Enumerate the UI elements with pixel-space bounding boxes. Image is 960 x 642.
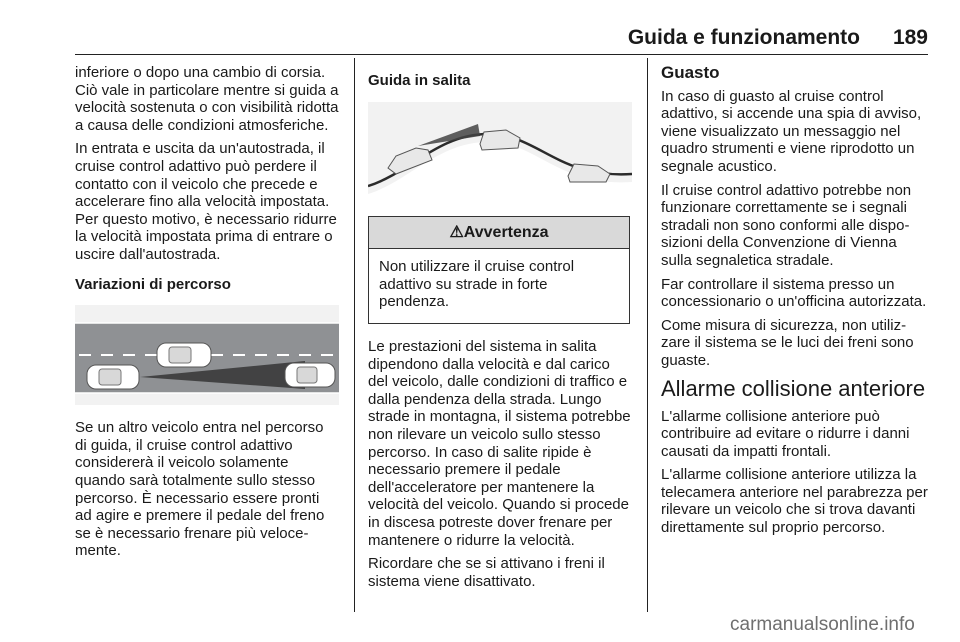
paragraph: L'allarme collisione anteriore può contribuire ad evitare o ridurre i danni causati da impatti frontali. <box>661 407 910 460</box>
warning-header <box>369 217 629 250</box>
heading-fault: Guasto <box>661 63 720 82</box>
warning-triangle-icon: ⚠ <box>449 223 464 241</box>
paragraph: Far controllare il sistema presso un concessionario o un'officina autorizzata. <box>661 275 927 311</box>
car-ahead <box>285 363 335 387</box>
page-header-title: Guida e funzionamento <box>627 26 860 49</box>
paragraph: Il cruise control adattivo potrebbe non funzionare correttamente se i segnali stradali non sono conformi alle disposizioni della Convenzione di Vienna sulla segnaletica stradale. <box>661 181 912 269</box>
paragraph: Se un altro veicolo entra nel percorso di guida, il cruise control adattivo considererà il veicolo solamente quando sarà totalmente sullo stesso percorso. È necessario essere pronti ad agire e premere il pedale del freno se è necessario frenare più velocemente. <box>75 419 325 560</box>
column-divider-2 <box>647 58 648 612</box>
paragraph: L'allarme collisione anteriore utilizza la telecamera anteriore nel parabrezza per rilevare un veicolo che si trova davanti direttamente sul proprio percorso. <box>661 466 928 537</box>
warning-title: Avvertenza <box>463 223 549 241</box>
column-2 <box>368 64 632 596</box>
warning-box <box>368 216 630 324</box>
page-number: 189 <box>892 26 928 49</box>
subheading-uphill: Guida in salita <box>368 72 471 89</box>
column-3 <box>661 64 929 543</box>
paragraph: In entrata e uscita da un'autostrada, il cruise control adattivo può perdere il contatto con il veicolo che precede e accelerare fino alla velocità impostata. Per questo motivo, è necessario ridurre la velocità impostata prima di entrare o uscire dall'autostrada. <box>75 140 337 263</box>
watermark: carmanualsonline.info <box>730 614 915 635</box>
section-heading-forward-collision-alert: Allarme collisione anteriore <box>661 375 926 401</box>
column-1 <box>75 64 339 566</box>
header-rule <box>75 54 928 55</box>
column-divider-1 <box>354 58 355 612</box>
uphill-illustration <box>368 102 632 202</box>
subheading-route-changes: Variazioni di percorso <box>75 275 231 293</box>
paragraph: In caso di guasto al cruise control adattivo, si accende una spia di avviso, viene visualizzato un messaggio nel quadro strumenti e viene riprodotto un segnale acustico. <box>661 87 922 175</box>
paragraph: inferiore o dopo una cambio di corsia. Ciò vale in particolare mentre si guida a velocità sostenuta o con visibilità ridotta a causa delle condizioni atmosferiche. <box>75 64 339 134</box>
paragraph: Ricordare che se si attivano i freni il sistema viene disattivato. <box>368 555 605 590</box>
car-merging <box>157 343 211 367</box>
car-own <box>87 365 139 389</box>
lane-change-illustration <box>75 305 339 405</box>
paragraph: Come misura di sicurezza, non utilizzare il sistema se le luci dei freni sono guaste. <box>661 316 914 369</box>
warning-body: Non utilizzare il cruise control adattivo su strade in forte pendenza. <box>379 258 575 311</box>
paragraph: Le prestazioni del sistema in salita dipendono dalla velocità e dal carico del veicolo, dalle condizioni di traffico e dalla pendenza della strada. Lungo strade in montagna, il sistema potrebbe non rilevare un veicolo sullo stesso percorso. In caso di salite ripide è necessario premere il pedale dell'acceleratore per mantenere la velocità del veicolo. Quando si procede in discesa potreste dover frenare per mantenere o ridurre la velocità. <box>368 337 631 549</box>
